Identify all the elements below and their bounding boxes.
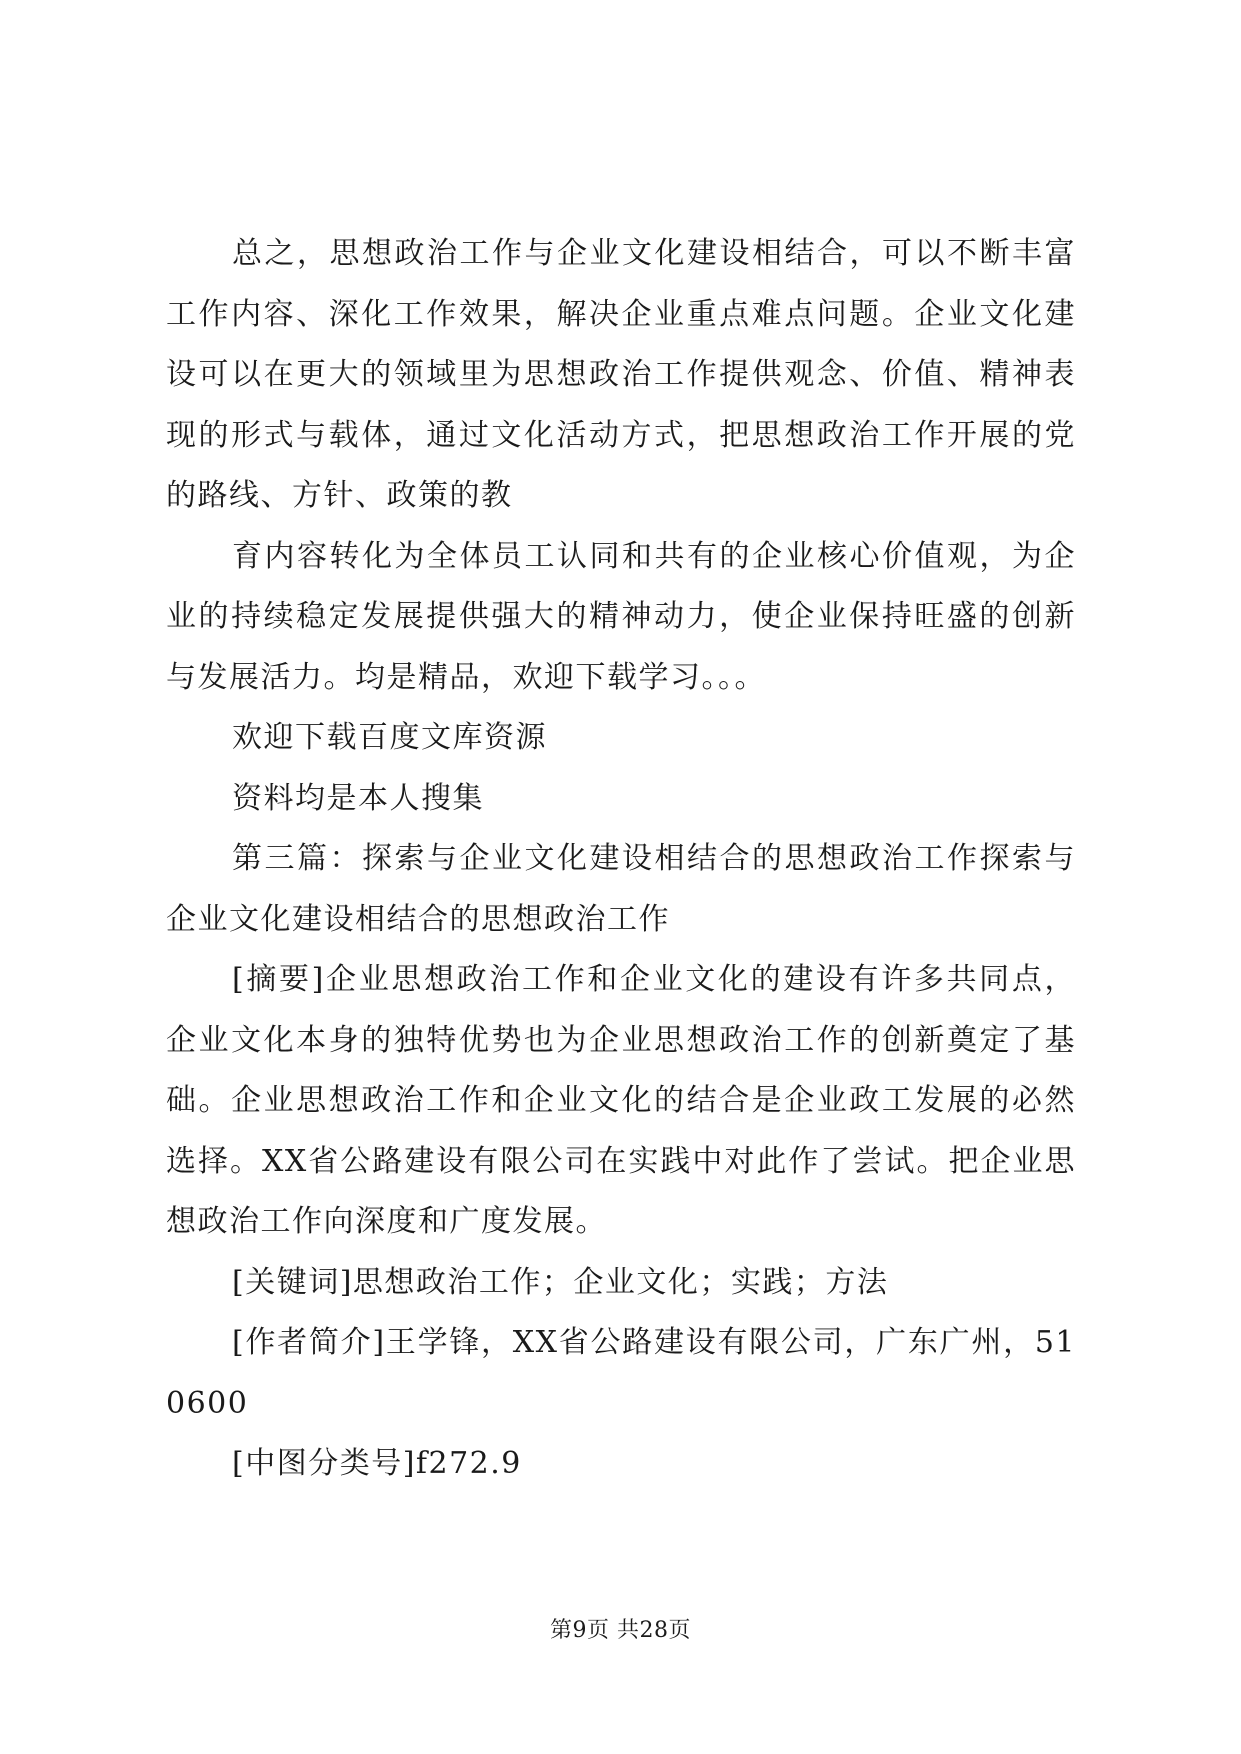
- section-heading: 第三篇：探索与企业文化建设相结合的思想政治工作探索与企业文化建设相结合的思想政治工作: [166, 841, 1076, 937]
- paragraph-author: [作者简介]王学锋，XX省公路建设有限公司，广东广州，510600: [166, 1325, 1076, 1421]
- paragraph-keywords: [关键词]思想政治工作；企业文化；实践；方法: [232, 1264, 889, 1300]
- document-body: [166, 224, 1076, 1495]
- paragraph-collection-note: 资料均是本人搜集: [232, 780, 484, 816]
- paragraph-download-note: 欢迎下载百度文库资源: [232, 720, 547, 755]
- paragraph-continuation: 育内容转化为全体员工认同和共有的企业核心价值观，为企业的持续稳定发展提供强大的精神动力，使企业保持旺盛的创新与发展活力。均是精品，欢迎下载学习。。。: [166, 538, 1076, 695]
- page-footer: 第9页 共28页: [550, 1618, 691, 1643]
- paragraph-abstract: [摘要]企业思想政治工作和企业文化的建设有许多共同点，企业文化本身的独特优势也为企业思想政治工作的创新奠定了基础。企业思想政治工作和企业文化的结合是企业政工发展的必然选择。XX省公路建设有限公司在实践中对此作了尝试。把企业思想政治工作向深度和广度发展。: [166, 962, 1076, 1239]
- paragraph-classification: [中图分类号]f272.9: [232, 1446, 522, 1481]
- paragraph-conclusion: 总之，思想政治工作与企业文化建设相结合，可以不断丰富工作内容、深化工作效果，解决企业重点难点问题。企业文化建设可以在更大的领域里为思想政治工作提供观念、价值、精神表现的形式与载体，通过文化活动方式，把思想政治工作开展的党的路线、方针、政策的教: [166, 236, 1076, 513]
